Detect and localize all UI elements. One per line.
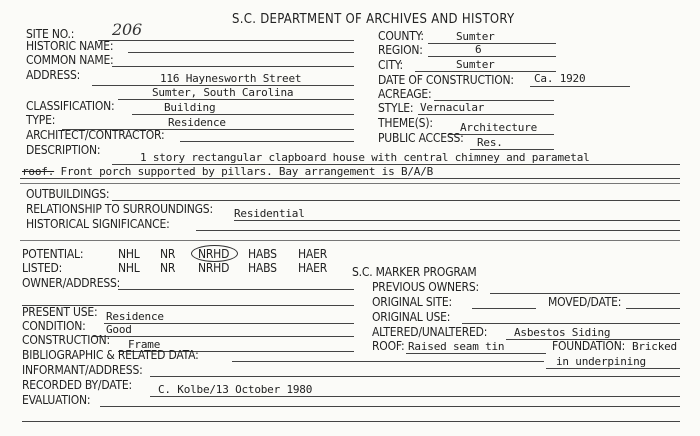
style-value: Vernacular [420,101,485,114]
recorded-line [150,396,680,397]
themes-value: Architecture [460,121,538,134]
foundation-label: FOUNDATION: [552,339,626,353]
listed-nr: NR [160,261,176,275]
classification-line [132,114,354,115]
common-name-line [112,66,354,67]
marker-program-label: S.C. MARKER PROGRAM [352,265,477,279]
public-access-line [470,149,554,150]
description-line2 [22,166,433,178]
architect-line [180,141,354,142]
potential-nr: NR [160,247,176,261]
description-label: DESCRIPTION: [26,143,101,157]
condition-value: Good [106,323,132,336]
bibliographic-line [232,361,544,362]
present-use-line [104,323,354,324]
potential-haer: HAER [298,247,328,261]
previous-owners-label: PREVIOUS OWNERS: [372,280,479,294]
construction-label: CONSTRUCTION: [22,333,110,347]
date-value: Ca. 1920 [534,72,586,85]
altered-value: Asbestos Siding [514,326,611,339]
foundation-value1: Bricked [632,340,677,353]
potential-nrhd: NRHD [198,247,230,261]
outbuildings-line [112,200,680,201]
listed-label: LISTED: [22,261,63,275]
architect-label: ARCHITECT/CONTRACTOR: [26,128,165,142]
present-use-label: PRESENT USE: [22,305,98,319]
listed-haer: HAER [298,261,328,275]
present-use-value: Residence [106,310,164,323]
potential-habs: HABS [248,247,277,261]
original-use-label: ORIGINAL USE: [372,310,451,324]
original-use-line [462,323,680,324]
potential-label: POTENTIAL: [22,247,84,261]
foundation-value2: in underpining [556,355,646,368]
evaluation-line [100,406,680,407]
construction-value: Frame [128,338,161,351]
bibliographic-label: BIBLIOGRAPHIC & RELATED DATA: [22,348,199,362]
condition-label: CONDITION: [22,319,86,333]
historic-name-label: HISTORIC NAME: [26,39,114,53]
public-access-value: Res. [477,136,503,149]
condition-line [92,336,354,337]
county-label: COUNTY: [378,29,424,43]
acreage-label: ACREAGE: [378,87,432,101]
owner-label: OWNER/ADDRESS: [22,276,121,290]
description-line2-text: Front porch supported by pillars. Bay arrangement is B/A/B [54,165,434,178]
relationship-label: RELATIONSHIP TO SURROUNDINGS: [26,202,213,216]
city-value: Sumter [456,58,495,71]
style-line [418,114,554,115]
recorded-value: C. Kolbe/13 October 1980 [158,383,313,396]
informant-label: INFORMANT/ADDRESS: [22,363,143,377]
county-line [428,43,556,44]
informant-line [150,376,680,377]
roof-line [406,353,546,354]
previous-owners-line [490,293,680,294]
public-access-label: PUBLIC ACCESS: [378,131,464,145]
description-line2-rule [20,178,680,179]
section-divider [20,240,680,241]
site-no-label: SITE NO.: [26,27,75,41]
section-divider [20,183,680,184]
classification-label: CLASSIFICATION: [26,99,115,113]
recorded-label: RECORDED BY/DATE: [22,378,132,392]
region-line [428,56,556,57]
city-label: CITY: [378,58,403,72]
type-label: TYPE: [26,113,56,127]
original-site-line [472,308,536,309]
roof-label: ROOF: [372,339,405,353]
common-name-label: COMMON NAME: [26,53,114,67]
listed-nhl: NHL [118,261,140,275]
form-title: S.C. DEPARTMENT OF ARCHIVES AND HISTORY [232,12,515,27]
listed-nrhd: NRHD [198,261,230,275]
moved-date-line [626,308,680,309]
site-no-line [98,40,354,41]
altered-label: ALTERED/UNALTERED: [372,325,488,339]
evaluation-label: EVALUATION: [22,393,91,407]
county-value: Sumter [456,30,495,43]
description-line1: 1 story rectangular clapboard house with central chimney and parametal [140,151,590,164]
region-value: 6 [475,43,482,56]
address-line2-rule [118,99,354,100]
region-label: REGION: [378,43,423,57]
outbuildings-label: OUTBUILDINGS: [26,187,110,201]
address-line2: Sumter, South Carolina [152,86,294,99]
themes-line [448,134,554,135]
foundation-line [546,368,680,369]
owner-line [118,289,354,290]
potential-nhl: NHL [118,247,140,261]
address-label: ADDRESS: [26,68,81,82]
relationship-value: Residential [234,207,305,220]
roof-value: Raised seam tin [408,340,505,353]
evaluation-line2 [22,421,680,422]
historical-line [196,230,680,231]
historical-label: HISTORICAL SIGNIFICANCE: [26,217,170,231]
nrhd-circle-mark [191,245,238,262]
address-line1: 116 Haynesworth Street [160,72,302,85]
original-site-label: ORIGINAL SITE: [372,295,452,309]
historic-name-line [128,52,354,53]
classification-value: Building [164,101,216,114]
relationship-line [234,220,680,221]
style-label: STYLE: [378,101,414,115]
moved-date-label: MOVED/DATE: [548,295,622,309]
description-strike-text: roof. [22,165,55,178]
date-label: DATE OF CONSTRUCTION: [378,73,514,87]
themes-label: THEME(S): [378,116,433,130]
type-value: Residence [168,116,226,129]
site-no-value: 206 [112,20,142,39]
date-line [530,86,630,87]
listed-habs: HABS [248,261,277,275]
